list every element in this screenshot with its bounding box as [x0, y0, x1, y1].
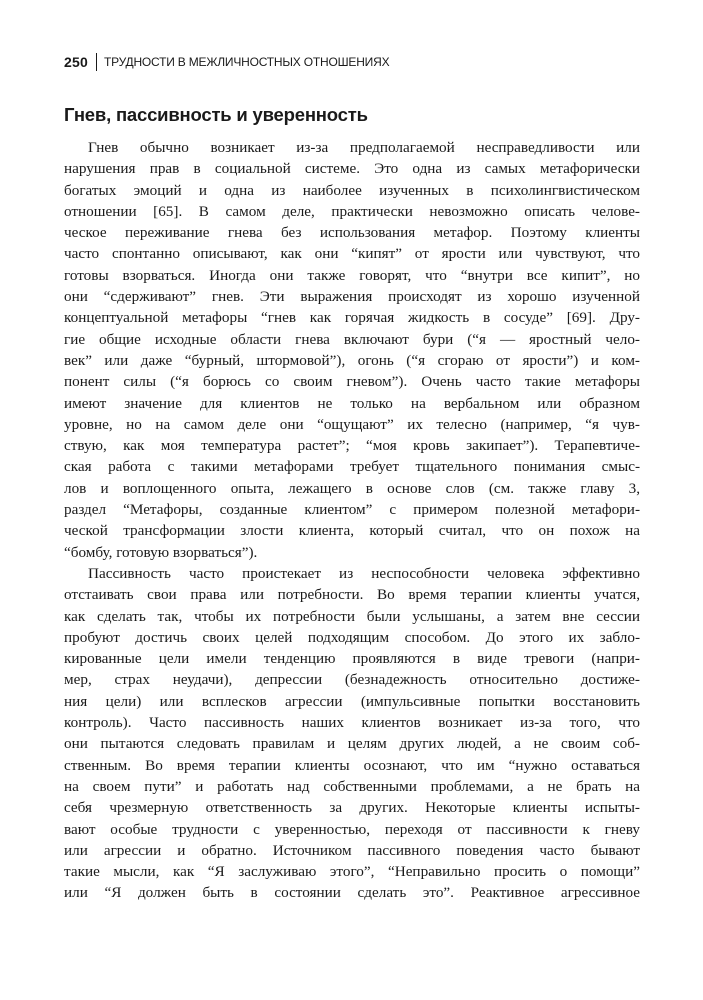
text-line: контроль). Часто пассивность наших клиентов возникает из-за того, что — [64, 714, 640, 732]
text-line: концептуальной метафоры “гнев как горячая жидкость в сосуде” [69]. Дру- — [64, 309, 640, 327]
text-line: или “Я должен быть в состоянии сделать это”. Реактивное агрессивное — [64, 884, 640, 902]
body-text — [64, 137, 640, 904]
text-line: как сделать так, чтобы их потребности были услышаны, а затем вне сессии — [64, 607, 640, 625]
text-line: они “сдерживают” гнев. Эти выражения происходят из хорошо изученной — [64, 288, 640, 306]
text-line: готовы взорваться. Иногда они также говорят, что “внутри все кипит”, но — [64, 266, 640, 284]
text-line: часто спонтанно описывают, как они “кипят” от ярости или чувствуют, что — [64, 245, 640, 263]
text-line: вают особые трудности с уверенностью, переходя от пассивности к гневу — [64, 820, 640, 838]
text-line: богатых эмоций и одна из наиболее изученных в психолингвистическом — [64, 181, 640, 199]
text-line: ческое переживание гнева без использования метафор. Поэтому клиенты — [64, 224, 640, 242]
text-line: ская работа с такими метафорами требует тщательного понимания смыс- — [64, 458, 640, 476]
header-divider — [96, 53, 97, 71]
text-line: имеют значение для клиентов не только на вербальном или образном — [64, 394, 640, 412]
text-line: ственным. Во время терапии клиенты осознают, что им “нужно оставаться — [64, 756, 640, 774]
running-title: ТРУДНОСТИ В МЕЖЛИЧНОСТНЫХ ОТНОШЕНИЯХ — [103, 55, 390, 69]
text-line: век” или даже “бурный, штормовой”), огонь (“я сгораю от ярости”) и ком- — [64, 351, 640, 369]
text-line: Пассивность часто проистекает из неспособности человека эффективно — [88, 564, 640, 582]
running-header — [64, 52, 389, 72]
text-line: гие общие исходные области гнева включают бури (“я — яростный чело- — [64, 330, 640, 348]
text-line: такие мысли, как “Я заслуживаю этого”, “Неправильно просить о помощи” — [64, 863, 640, 881]
text-line: ческой трансформации злости клиента, который считал, что он похож на — [64, 522, 640, 540]
text-line: мер, страх неудачи), депрессии (безнадежность относительно достиже- — [64, 671, 640, 689]
text-line: себя чрезмерную ответственность за других. Некоторые клиенты испыты- — [64, 799, 640, 817]
text-line: Гнев обычно возникает из-за предполагаемой несправедливости или — [88, 139, 640, 156]
text-line: на своем пути” и работать над собственными проблемами, а не брать на — [64, 777, 640, 795]
paragraph-passivity — [64, 563, 640, 904]
text-line: или агрессии и обратно. Источником пассивного поведения часто бывают — [64, 841, 640, 859]
section-title: Гнев, пассивность и уверенность — [64, 104, 368, 125]
text-line: понент силы (“я борюсь со своим гневом”). Очень часто такие метафоры — [64, 373, 640, 391]
text-line: пробуют достичь своих целей подходящим способом. До этого их забло- — [64, 628, 640, 646]
text-line: ствую, как моя температура растет”; “моя кровь закипает”). Терапевтиче- — [64, 437, 640, 455]
page-number: 250 — [64, 54, 88, 70]
text-line: “бомбу, готовую взорваться”). — [64, 543, 258, 561]
text-line: нарушения прав в социальной системе. Это одна из самых метафорически — [64, 160, 640, 178]
text-line: кированные цели имели тенденцию проявляются в виде тревоги (напри- — [64, 650, 640, 668]
text-line: отношении [65]. В самом деле, практически невозможно описать челове- — [64, 202, 640, 220]
paragraph-anger — [64, 137, 640, 563]
text-line: уровне, но на самом деле они “ощущают” их телесно (например, “я чув- — [64, 415, 640, 433]
text-line: они пытаются следовать правилам и целям других людей, а не своим соб- — [64, 735, 640, 753]
text-line: отстаивать свои права или потребности. Во время терапии клиенты учатся, — [64, 586, 640, 604]
text-line: раздел “Метафоры, созданные клиентом” с примером полезной метафори- — [64, 501, 640, 519]
text-line: ния цели) или всплесков агрессии (импульсивные попытки восстановить — [64, 692, 640, 710]
text-line: лов и воплощенного опыта, лежащего в основе слов (см. также главу 3, — [64, 479, 640, 497]
